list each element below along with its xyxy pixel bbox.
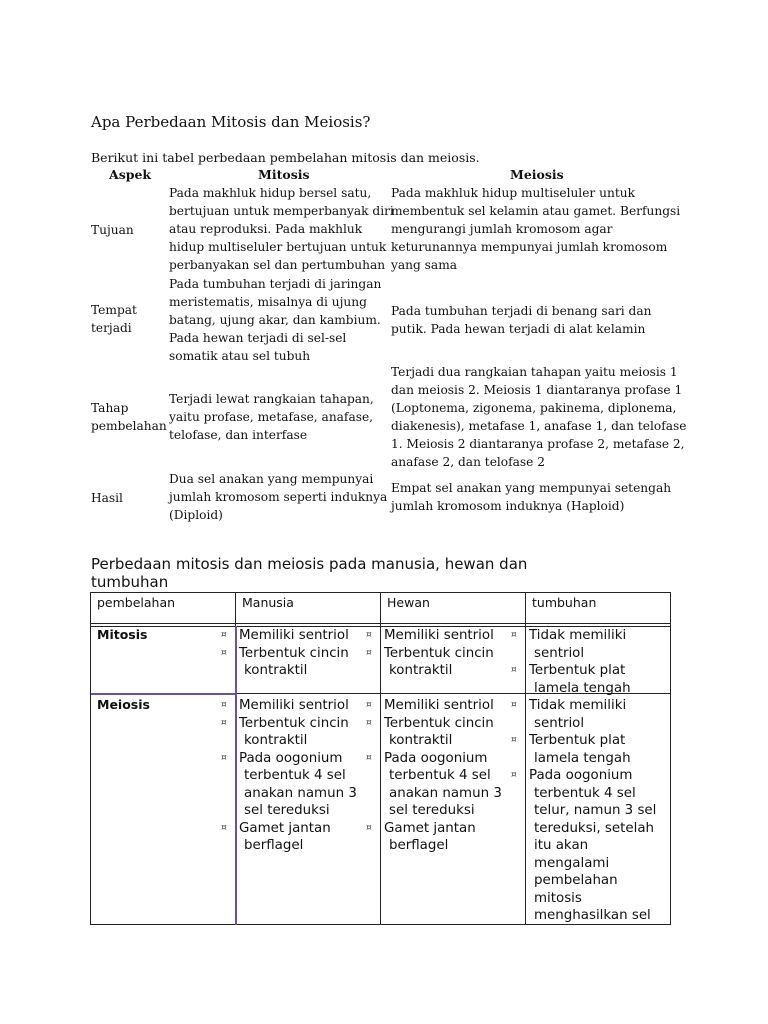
list-item: ¤ Terbentuk cincin kontraktil <box>366 715 494 748</box>
aspek-tujuan: Tujuan <box>91 223 134 237</box>
list-item: ¤ Tidak memiliki sentriol <box>511 698 627 731</box>
list-item: ¤ Gamet jantan berflagel <box>366 820 476 853</box>
bullet-icon: ¤ <box>221 700 227 710</box>
row-label-meiosis: Meiosis <box>97 697 150 712</box>
aspek-tempat: Tempat terjadi <box>91 303 137 335</box>
bullet-icon: ¤ <box>366 647 372 658</box>
section-heading: Perbedaan mitosis dan meiosis pada manusia, hewan dan tumbuhan <box>91 555 528 591</box>
header-meiosis: Meiosis <box>510 167 564 182</box>
bullet-icon: ¤ <box>366 822 372 833</box>
header-mitosis: Mitosis <box>258 167 310 182</box>
list-item: ¤ Terbentuk cincin kontraktil <box>366 645 494 678</box>
border-left <box>90 592 91 925</box>
bullet-icon: ¤ <box>366 717 372 728</box>
bullet-icon: ¤ <box>366 700 372 710</box>
list-item: ¤ Terbentuk cincin kontraktil <box>221 715 349 748</box>
bullet-icon: ¤ <box>366 752 372 763</box>
mitosis-tumbuhan <box>511 627 631 697</box>
mitosis-hasil: Dua sel anakan yang mempunyai jumlah kromosom seperti induknya (Diploid) <box>169 472 388 522</box>
col-divider-1 <box>235 592 236 626</box>
meiosis-tempat: Pada tumbuhan terjadi di benang sari dan putik. Pada hewan terjadi di alat kelamin <box>391 304 652 336</box>
list-item: ¤ Gamet jantan berflagel <box>221 820 331 853</box>
col-divider-3 <box>525 592 526 925</box>
mitosis-tempat: Pada tumbuhan terjadi di jaringan meristematis, misalnya di ujung batang, ujung akar, dan kambium. Pada hewan terjadi di sel-sel somatik atau sel tubuh <box>169 277 382 363</box>
meiosis-manusia <box>221 697 357 855</box>
border-right <box>670 592 671 925</box>
page-title: Apa Perbedaan Mitosis dan Meiosis? <box>91 113 371 131</box>
mitosis-tahap: Terjadi lewat rangkaian tahapan, yaitu profase, metafase, anafase, telofase, dan interfase <box>169 392 374 442</box>
bullet-icon: ¤ <box>221 647 227 658</box>
list-item: ¤ Terbentuk plat lamela tengah <box>511 663 631 696</box>
list-item: ¤ Memiliki sentriol <box>366 698 494 713</box>
meiosis-hewan <box>366 697 502 855</box>
list-item: ¤ Pada oogonium terbentuk 4 sel telur, namun 3 sel tereduksi, setelah itu akan mengalami pembelahan mitosis menghasilkan sel <box>511 768 657 923</box>
list-item: ¤ Terbentuk plat lamela tengah <box>511 733 631 766</box>
aspek-tahap: Tahap pembelahan <box>91 401 167 433</box>
list-item: ¤ Terbentuk cincin kontraktil <box>221 645 349 678</box>
bullet-icon: ¤ <box>511 665 517 675</box>
bullet-icon: ¤ <box>221 822 227 833</box>
aspek-hasil: Hasil <box>91 491 123 505</box>
header-hewan: Hewan <box>387 595 430 610</box>
bullet-icon: ¤ <box>511 770 517 780</box>
list-item: ¤ Tidak memiliki sentriol <box>511 628 627 661</box>
meiosis-tahap: Terjadi dua rangkaian tahapan yaitu meiosis 1 dan meiosis 2. Meiosis 1 diantaranya profase 1 (Loptonema, zigonema, pakinema, diplonema, diakenesis), metafase 1, anafase 1, dan telofase 1. Meiosis 2 diantaranya profase 2, metafase 2, anafase 2, dan telofase 2 <box>391 365 687 469</box>
bullet-icon: ¤ <box>221 717 227 728</box>
list-item: ¤ Pada oogonium terbentuk 4 sel anakan namun 3 sel tereduksi <box>221 750 357 818</box>
comparison-table-2 <box>90 592 671 925</box>
row-divider-left <box>90 693 235 695</box>
mitosis-tujuan: Pada makhluk hidup bersel satu, bertujuan untuk memperbanyak diri atau reproduksi. Pada makhluk hidup multiseluler bertujuan untuk perbanyakan sel dan pertumbuhan <box>169 186 394 272</box>
list-item: ¤ Memiliki sentriol <box>221 698 349 713</box>
list-item: ¤ Memiliki sentriol <box>366 628 494 643</box>
meiosis-tujuan: Pada makhluk hidup multiseluler untuk membentuk sel kelamin atau gamet. Berfungsi mengurangi jumlah kromosom agar keturunannya mempunyai jumlah kromosom yang sama <box>391 186 681 272</box>
header-manusia: Manusia <box>242 595 294 610</box>
header-tumbuhan: tumbuhan <box>532 595 597 610</box>
bullet-icon: ¤ <box>511 735 517 745</box>
intro-text: Berikut ini tabel perbedaan pembelahan mitosis dan meiosis. <box>91 150 480 165</box>
col-divider-2 <box>380 592 381 925</box>
bullet-icon: ¤ <box>221 752 227 763</box>
mitosis-manusia <box>221 627 349 680</box>
mitosis-hewan <box>366 627 494 680</box>
header-aspek: Aspek <box>109 167 152 182</box>
bullet-icon: ¤ <box>511 700 517 710</box>
meiosis-hasil: Empat sel anakan yang mempunyai setengah jumlah kromosom induknya (Haploid) <box>391 481 672 513</box>
bullet-icon: ¤ <box>366 630 372 640</box>
bullet-icon: ¤ <box>221 630 227 640</box>
header-pembelahan: pembelahan <box>97 595 176 610</box>
meiosis-tumbuhan <box>511 697 657 925</box>
list-item: ¤ Pada oogonium terbentuk 4 sel anakan namun 3 sel tereduksi <box>366 750 502 818</box>
bullet-icon: ¤ <box>511 630 517 640</box>
row-label-mitosis: Mitosis <box>97 627 148 642</box>
list-item: ¤ Memiliki sentriol <box>221 628 349 643</box>
